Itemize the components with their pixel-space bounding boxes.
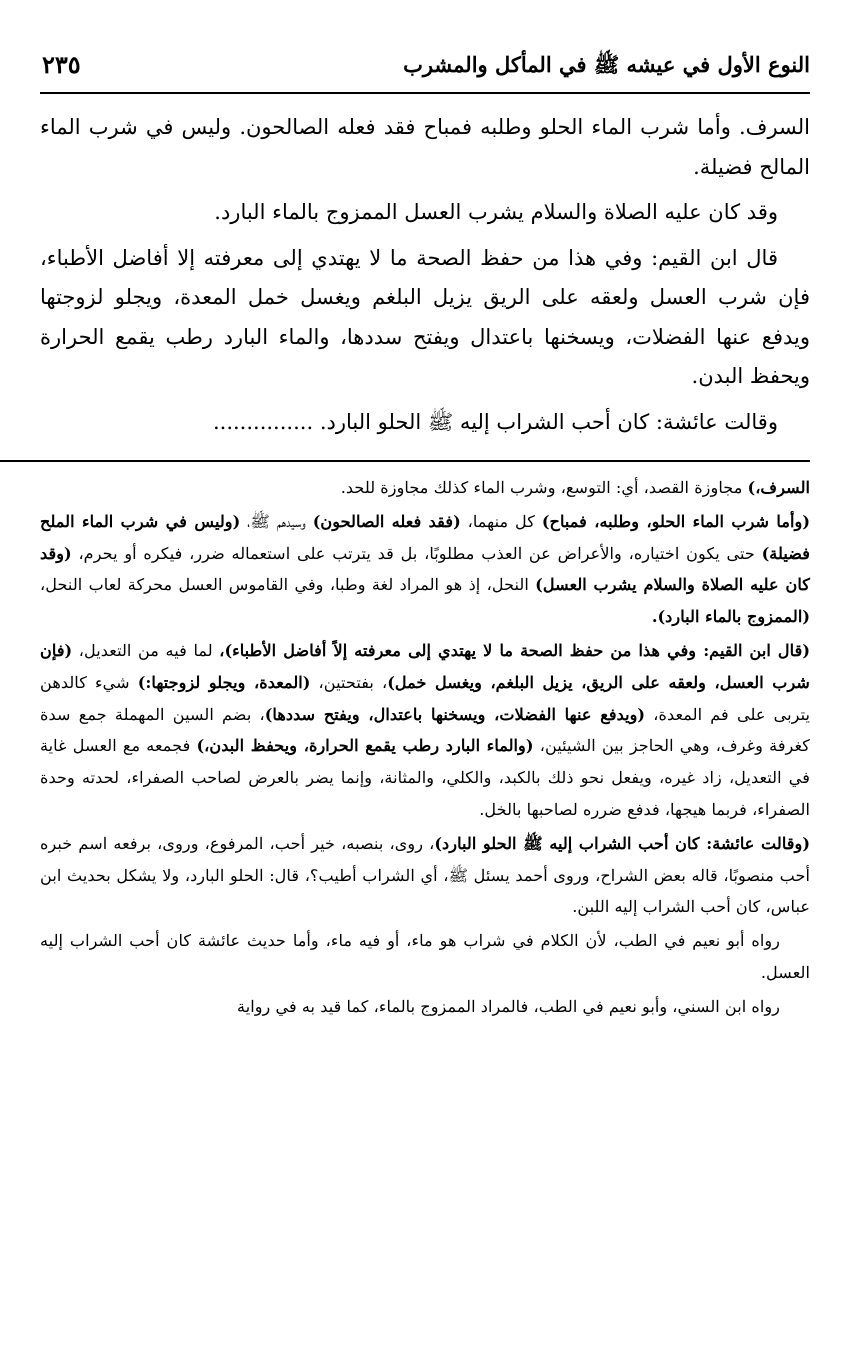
- main-paragraph-3: قال ابن القيم: وفي هذا من حفظ الصحة ما لا يهتدي إلى معرفته إلا أفاضل الأطباء، فإن شرب العسل ولعقه على الريق يزيل البلغم ويغسل خمل المعدة، ويجلو لزوجتها ويدفع عنها الفضلات، ويسخنها باعتدال ويفتح سددها، والماء البارد رطب يقمع الحرارة ويحفظ البدن.: [40, 245, 810, 388]
- commentary-text: ، روى، بنصبه، خير أحب، المرفوع، وروى، برفعه اسم خبره أحب منصوبًا، قاله بعض الشراح، وروى أحمد يسئل ﷺ، أي الشراب أطيب؟، قال: الحلو البارد، ولا يشكل بحديث ابن عباس، كان أحب الشراب إليه اللبن.: [40, 833, 810, 917]
- page-number: ٢٣٥: [42, 50, 81, 79]
- commentary-text: فجمعه مع العسل غاية في التعديل، زاد غيره، ويفعل نحو ذلك بالكبد، والكلي، والمثانة، وإنما يضر بالعرض لصاحب الصفراء، لحدته وحدة الصفراء، فربما هيجها، فدفع ضرره لصاحبها بالخل.: [40, 736, 810, 819]
- quoted-text: (المعدة، ويجلو لزوجتها:): [137, 672, 311, 692]
- commentary-text: لما فيه من التعديل،: [72, 640, 220, 660]
- note-paragraph-3: [40, 635, 810, 826]
- note-paragraph-4: [40, 828, 810, 923]
- commentary-text: حتى يكون اختياره، والأعراض عن العذب مطلوبًا، بل قد يترتب على استعماله ضرر، فيكره أو يحرم،: [71, 543, 762, 563]
- quoted-text: (وقد كان عليه الصلاة والسلام يشرب العسل): [40, 543, 810, 595]
- quoted-text: (وليس في شرب الماء الملح فضيلة): [40, 511, 810, 563]
- quoted-text: (والماء البارد رطب يقمع الحرارة، ويحفظ البدن،): [196, 736, 534, 756]
- aisha-quote: وقالت عائشة: كان أحب الشراب إليه ﷺ الحلو البارد.: [319, 409, 778, 434]
- commentary-text: كل منهما،: [460, 511, 542, 531]
- quoted-text: (الممزوج بالماء البارد).: [651, 607, 810, 627]
- commentary-text: شيء كالدهن يتربى على فم المعدة،: [40, 672, 810, 724]
- quoted-text: (فقد فعله الصالحون): [312, 511, 461, 531]
- main-paragraph-1: السرف. وأما شرب الماء الحلو وطلبه فمباح فقد فعله الصالحون. وليس في شرب الماء المالح فضيلة.: [40, 115, 810, 179]
- note-paragraph-2: [40, 506, 810, 633]
- commentary: [40, 472, 810, 1023]
- commentary-text: ، بضم السين المهملة جمع سدة كغرفة وغرف، وهي الحاجز بين الشيئين،: [40, 704, 811, 756]
- commentary-text: النحل، إذ هو المراد لغة وطبا، وفي القاموس العسل محركة لعاب النحل،: [40, 575, 536, 595]
- quoted-text: السرف،): [747, 478, 810, 497]
- page-header: [40, 40, 810, 94]
- quoted-text: (قال ابن القيم: وفي هذا من حفظ الصحة ما لا يهتدي إلى معرفته إلاً أفاضل الأطباء)،: [219, 640, 810, 660]
- main-text: [40, 94, 810, 442]
- main-paragraph-4: [40, 403, 810, 443]
- quoted-text: (وأما شرب الماء الحلو، وطلبه، فمباح): [541, 511, 810, 531]
- note-paragraph-5: رواه أبو نعيم في الطب، لأن الكلام في شراب هو ماء، أو فيه ماء، وأما حديث عائشة كان أحب الشراب إليه العسل.: [40, 931, 810, 982]
- ellipsis-dots: ...............: [212, 409, 314, 434]
- commentary-text: وسيدهم ﷺ،: [240, 511, 313, 531]
- note-paragraph-6: رواه ابن السني، وأبو نعيم في الطب، فالمراد الممزوج بالماء، كما قيد به في رواية: [237, 996, 780, 1016]
- commentary-text: مجاوزة القصد، أي: التوسع، وشرب الماء كذلك مجاوزة للحد.: [340, 478, 748, 497]
- book-page: [40, 40, 810, 1340]
- main-paragraph-2: وقد كان عليه الصلاة والسلام يشرب العسل الممزوج بالماء البارد.: [214, 200, 778, 224]
- footnote-separator: [0, 460, 810, 462]
- running-title: النوع الأول في عيشه ﷺ في المأكل والمشرب: [403, 52, 810, 77]
- commentary-text: ، بفتحتين،: [310, 672, 388, 692]
- quoted-text: (ويدفع عنها الفضلات، ويسخنها باعتدال، ويفتح سددها): [264, 704, 646, 724]
- quoted-text: (وقالت عائشة: كان أحب الشراب إليه ﷺ الحلو البارد): [434, 833, 811, 853]
- note-paragraph-1: [40, 472, 810, 504]
- quoted-text: (فإن شرب العسل، ولعقه على الريق، يزيل البلغم، ويغسل خمل): [40, 640, 810, 692]
